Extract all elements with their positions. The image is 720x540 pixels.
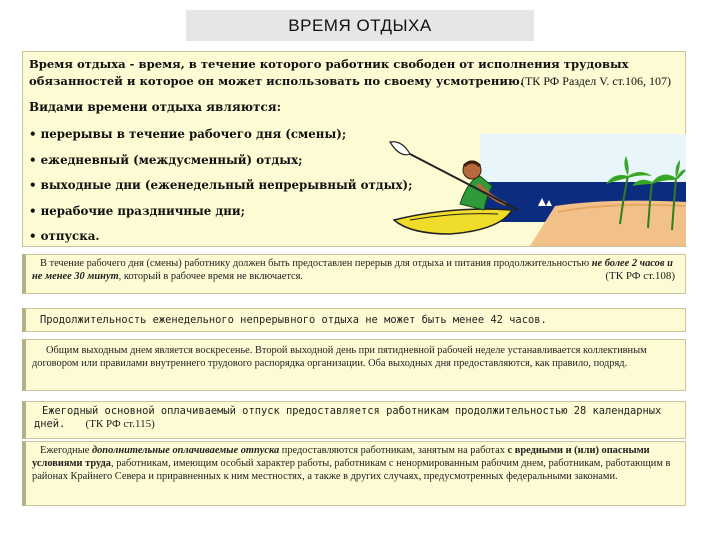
day-off-box (22, 339, 686, 391)
additional-leave-box (22, 441, 686, 506)
vacation-text: Ежегодный основной оплачиваемый отпуск предоставляется работникам продолжительностью 28 календарных дней. (34, 405, 662, 430)
weekly-rest-text: Продолжительность еженедельного непрерывного отдыха не может быть менее 42 часов. (40, 314, 547, 326)
vacation-box (22, 401, 686, 439)
additional-text: Ежегодные (40, 445, 92, 456)
additional-leave-term: дополнительные оплачиваемые отпуска (91, 445, 280, 456)
types-heading: Видами времени отдыха являются: (29, 100, 282, 114)
hazardous-conditions-term: с вредными и (или) опасными условиями труда (32, 445, 650, 469)
weekly-rest-box (22, 308, 686, 332)
vacation-reference: (ТК РФ ст.115) (85, 418, 155, 430)
types-list-item: • перерывы в течение рабочего дня (смены); (29, 127, 347, 141)
additional-text-2: предоставляются работникам, занятым на работах (279, 445, 508, 456)
types-list-item: • нерабочие праздничные дни; (29, 204, 246, 218)
break-reference: (ТК РФ ст.108) (605, 270, 675, 282)
break-text: В течение рабочего дня (смены) работнику должен быть предоставлен перерыв для отдыха и питания продолжительностью (40, 258, 592, 269)
definition-text: Время отдыха - время, в течение которого работник свободен от исполнения трудовых обязанностей и которое он может использовать по своему усмотрению. (29, 57, 629, 88)
definition-reference: (ТК РФ Раздел V. ст.106, 107) (520, 74, 671, 88)
page-title: ВРЕМЯ ОТДЫХА (186, 10, 534, 41)
break-box (22, 254, 686, 294)
additional-text-3: , работникам, имеющим особый характер работы, работникам с ненормированным рабочим днем, работникам, работающим в районах Крайнего Севера и приравненных к ним местностях, а также в других случаях, предусмотренных федеральными законами. (32, 458, 671, 482)
types-list-item: • отпуска. (29, 229, 100, 243)
types-list-item: • выходные дни (еженедельный непрерывный отдых); (29, 178, 413, 192)
break-text-end: , который в рабочее время не включается. (118, 271, 303, 282)
day-off-text: Общим выходным днем является воскресенье. Второй выходной день при пятидневной рабочей неделе устанавливается коллективным договором или правилами внутреннего трудового распорядка организации. Оба выходных дня предоставляются, как правило, подряд. (32, 345, 647, 369)
types-list-item: • ежедневный (междусменный) отдых; (29, 153, 303, 167)
kayaker-illustration (380, 94, 686, 246)
break-duration: не более 2 часов и не менее 30 минут (32, 258, 673, 282)
